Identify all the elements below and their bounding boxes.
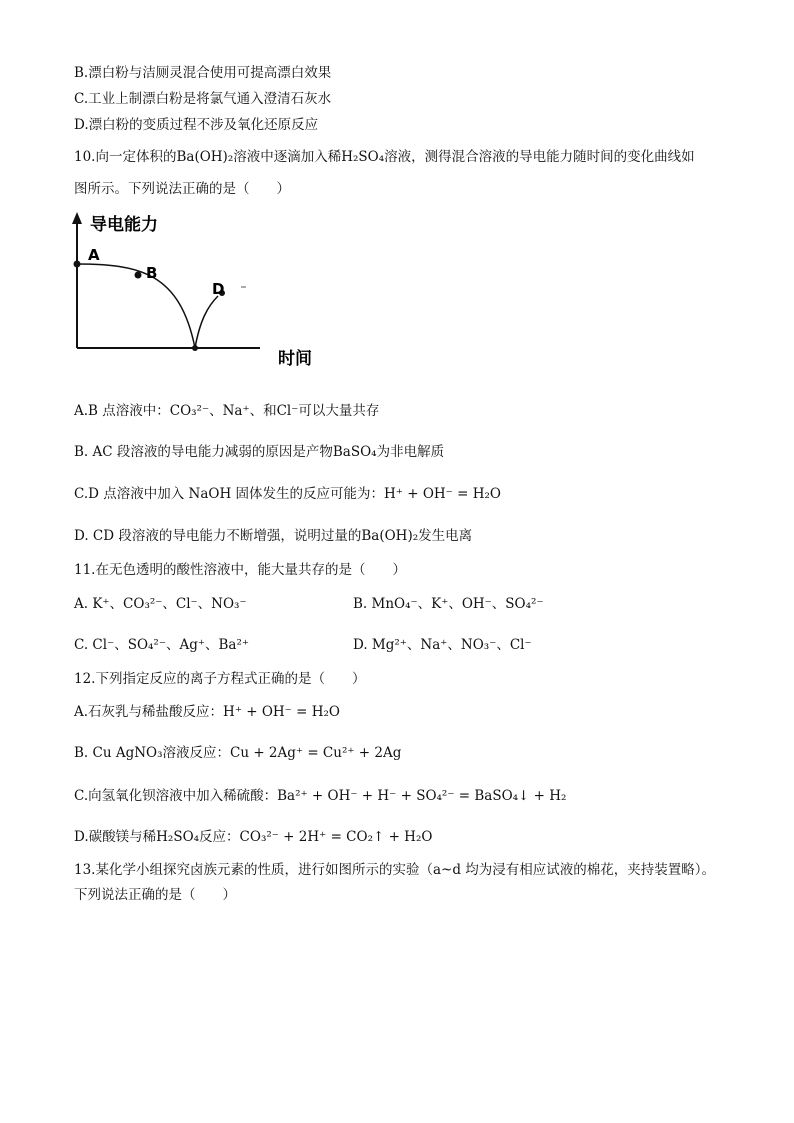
q11-option-d: D. Mg²⁺、Na⁺、NO₃⁻、Cl⁻ [353, 637, 532, 653]
q9-option-b: B.漂白粉与洁厕灵混合使用可提高漂白效果 [74, 65, 332, 81]
q11-stem: 11.在无色透明的酸性溶液中，能大量共存的是（ ） [74, 562, 406, 578]
q10-option-d: D. CD 段溶液的导电能力不断增强，说明过量的Ba(OH)₂发生电离 [74, 528, 473, 544]
q12-stem: 12.下列指定反应的离子方程式正确的是（ ） [74, 671, 366, 687]
q9-option-c: C.工业上制漂白粉是将氯气通入澄清石灰水 [74, 91, 332, 107]
point-a-marker [74, 261, 81, 268]
y-axis-label: 导电能力 [90, 215, 158, 235]
x-axis-label: 时间 [278, 349, 312, 368]
q10-stem-line2: 图所示。下列说法正确的是（ ） [74, 181, 290, 197]
q13-stem-line1: 13.某化学小组探究卤族元素的性质，进行如图所示的实验（a~d 均为浸有相应试液的棉花，夹持装置略）。 [74, 862, 716, 878]
q10-option-b: B. AC 段溶液的导电能力减弱的原因是产物BaSO₄为非电解质 [74, 444, 445, 460]
q12-option-a: A.石灰乳与稀盐酸反应：H⁺ + OH⁻ = H₂O [74, 704, 340, 720]
q13-stem-line2: 下列说法正确的是（ ） [74, 887, 236, 903]
q11-option-b: B. MnO₄⁻、K⁺、OH⁻、SO₄²⁻ [353, 596, 544, 612]
conductivity-graph [60, 208, 350, 368]
point-d-label: D [212, 280, 225, 298]
q12-option-c: C.向氢氧化钡溶液中加入稀硫酸：Ba²⁺ + OH⁻ + H⁻ + SO₄²⁻ = BaSO₄↓ + H₂ [74, 788, 567, 804]
q9-option-d: D.漂白粉的变质过程不涉及氧化还原反应 [74, 117, 319, 133]
q12-option-b: B. Cu AgNO₃溶液反应：Cu + 2Ag⁺ = Cu²⁺ + 2Ag [74, 745, 402, 761]
q11-option-a: A. K⁺、CO₃²⁻、Cl⁻、NO₃⁻ [74, 596, 247, 612]
point-b-marker [135, 272, 142, 279]
point-c-marker [192, 345, 198, 351]
q10-option-c: C.D 点溶液中加入 NaOH 固体发生的反应可能为：H⁺ + OH⁻ = H₂O [74, 486, 501, 502]
q12-option-d: D.碳酸镁与稀H₂SO₄反应：CO₃²⁻ + 2H⁺ = CO₂↑ + H₂O [74, 829, 433, 845]
q10-option-a: A.B 点溶液中：CO₃²⁻、Na⁺、和Cl⁻可以大量共存 [74, 403, 380, 419]
point-a-label: A [88, 246, 100, 264]
q11-option-c: C. Cl⁻、SO₄²⁻、Ag⁺、Ba²⁺ [74, 637, 249, 653]
q10-stem-line1: 10.向一定体积的Ba(OH)₂溶液中逐滴加入稀H₂SO₄溶液，测得混合溶液的导电能力随时间的变化曲线如 [74, 149, 695, 165]
y-axis-arrow [72, 212, 82, 224]
point-b-label: B [146, 264, 158, 282]
curve-c-to-d [195, 296, 218, 348]
